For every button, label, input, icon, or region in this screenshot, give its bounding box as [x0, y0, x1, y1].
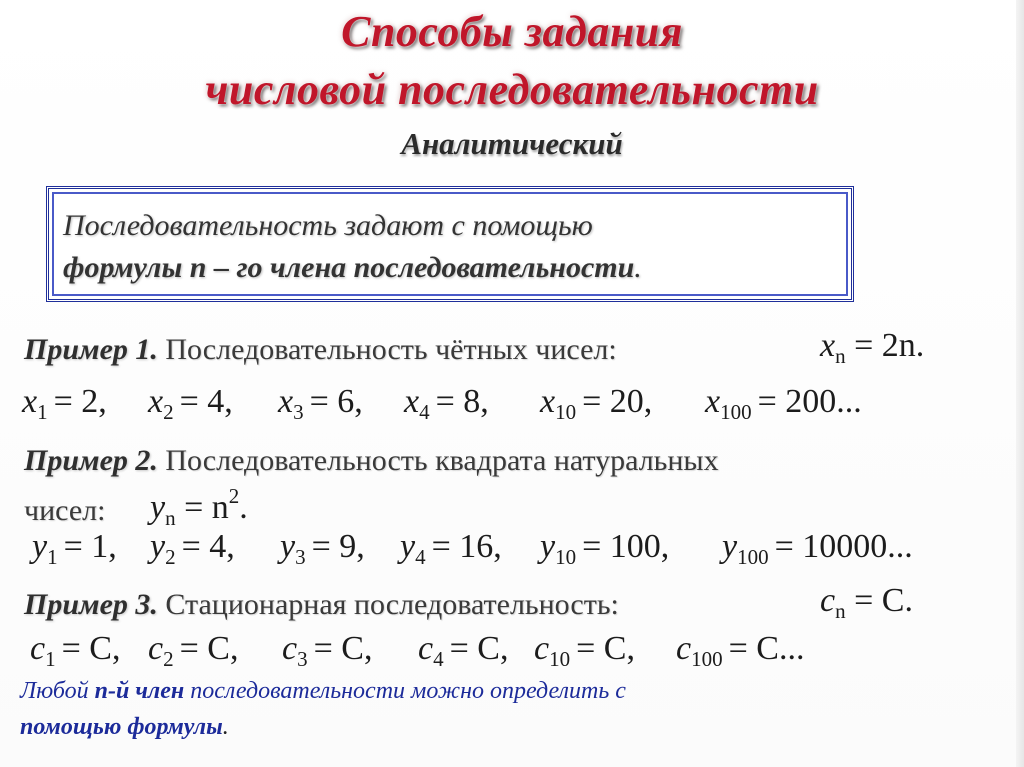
term-value: = C, — [179, 630, 239, 667]
term-variable: x — [278, 383, 294, 420]
example-1-formula-var: x — [820, 327, 836, 364]
term-index: 4 — [419, 400, 430, 424]
sequence-term — [32, 528, 117, 570]
term-value: = 2, — [53, 383, 107, 420]
term-variable: c — [676, 630, 692, 667]
sequence-term — [280, 528, 365, 570]
example-3-formula-var: c — [820, 582, 836, 619]
slide-title-line-1: Способы задания — [341, 7, 683, 56]
term-index: 3 — [293, 400, 304, 424]
term-index: 2 — [165, 545, 176, 569]
example-2-formula-end: . — [239, 489, 248, 526]
example-1-formula-sub: n — [835, 344, 846, 368]
page-edge — [1016, 0, 1024, 767]
term-variable: y — [722, 528, 738, 565]
term-variable: x — [540, 383, 556, 420]
sequence-term — [282, 630, 372, 672]
term-index: 10 — [555, 545, 577, 569]
conclusion-line-1 — [20, 678, 626, 705]
term-variable: x — [404, 383, 420, 420]
term-value: = 1, — [63, 528, 117, 565]
term-index: 100 — [691, 647, 723, 671]
example-2-label: Пример 2. — [24, 444, 158, 477]
conclusion-part-1: Любой — [20, 678, 95, 704]
sequence-term — [540, 528, 669, 570]
sequence-term — [278, 383, 363, 425]
sequence-term — [148, 630, 238, 672]
example-1-text: Последовательность чётных чисел: — [165, 333, 617, 366]
term-value: = C... — [728, 630, 805, 667]
sequence-term — [418, 630, 508, 672]
term-value: = 4, — [181, 528, 235, 565]
example-2-formula-sub: n — [165, 506, 176, 530]
example-2-formula-sup: 2 — [228, 484, 240, 508]
term-variable: y — [32, 528, 48, 565]
example-1-formula — [820, 327, 924, 369]
term-value: = 8, — [435, 383, 489, 420]
term-index: 2 — [163, 400, 174, 424]
example-1-heading — [24, 333, 617, 367]
conclusion-line-2-text: помощью формулы — [20, 714, 223, 740]
example-3-label: Пример 3. — [24, 588, 158, 621]
conclusion-bold: n-й член — [94, 678, 185, 704]
term-variable: y — [150, 528, 166, 565]
term-variable: c — [534, 630, 550, 667]
term-variable: y — [540, 528, 556, 565]
example-3-text: Стационарная последовательность: — [165, 588, 619, 621]
term-value: = 4, — [179, 383, 233, 420]
definition-line-2 — [63, 251, 642, 285]
term-value: = 9, — [311, 528, 365, 565]
example-3-heading — [24, 588, 619, 622]
example-2-formula-var: y — [150, 489, 166, 526]
term-index: 3 — [297, 647, 308, 671]
term-index: 4 — [415, 545, 426, 569]
term-variable: c — [30, 630, 46, 667]
term-value: = C, — [576, 630, 635, 667]
example-3-formula-rhs: = C. — [854, 582, 913, 619]
term-variable: x — [148, 383, 164, 420]
term-value: = C, — [313, 630, 373, 667]
sequence-term — [22, 383, 107, 425]
term-index: 2 — [163, 647, 174, 671]
conclusion-line-2 — [20, 714, 229, 741]
definition-line-2-end: . — [634, 251, 642, 284]
term-index: 4 — [433, 647, 444, 671]
example-3-formula-sub: n — [835, 599, 846, 623]
term-variable: x — [22, 383, 38, 420]
sequence-term — [30, 630, 120, 672]
example-2-formula-rhs: = n — [184, 489, 229, 526]
slide-subtitle: Аналитический — [401, 126, 623, 161]
example-2-heading — [24, 444, 719, 478]
term-index: 10 — [555, 400, 577, 424]
slide-title-line-2: числовой последовательности — [205, 65, 819, 114]
definition-line-1: Последовательность задают с помощью — [63, 209, 593, 242]
definition-line-2-text: формулы n – го члена последовательности — [63, 251, 635, 284]
example-2-text-2: чисел: — [24, 494, 106, 527]
sequence-term — [150, 528, 235, 570]
definition-box — [46, 186, 854, 302]
term-value: = C, — [61, 630, 121, 667]
term-value: = 200... — [757, 383, 862, 420]
term-variable: c — [282, 630, 298, 667]
example-1-formula-rhs: = 2n. — [854, 327, 925, 364]
conclusion-part-2: последовательности можно определить с — [184, 678, 626, 704]
term-value: = 6, — [309, 383, 363, 420]
term-variable: y — [400, 528, 416, 565]
term-variable: y — [280, 528, 296, 565]
term-variable: x — [705, 383, 721, 420]
term-index: 1 — [47, 545, 58, 569]
term-index: 100 — [737, 545, 769, 569]
example-3-formula — [820, 582, 913, 624]
sequence-term — [400, 528, 502, 570]
sequence-term — [540, 383, 652, 425]
sequence-term — [722, 528, 913, 570]
term-index: 10 — [549, 647, 571, 671]
term-index: 100 — [720, 400, 752, 424]
sequence-term — [148, 383, 233, 425]
conclusion-line-2-end: . — [222, 714, 229, 740]
term-value: = C, — [449, 630, 509, 667]
sequence-term — [404, 383, 489, 425]
term-value: = 16, — [431, 528, 502, 565]
example-1-label: Пример 1. — [24, 333, 158, 366]
term-value: = 10000... — [774, 528, 913, 565]
term-value: = 20, — [582, 383, 653, 420]
term-index: 1 — [37, 400, 48, 424]
example-2-formula — [150, 484, 248, 531]
term-index: 3 — [295, 545, 306, 569]
term-variable: c — [148, 630, 164, 667]
term-variable: c — [418, 630, 434, 667]
term-index: 1 — [45, 647, 56, 671]
sequence-term — [676, 630, 804, 672]
sequence-term — [534, 630, 635, 672]
sequence-term — [705, 383, 862, 425]
example-2-text: Последовательность квадрата натуральных — [165, 444, 719, 477]
term-value: = 100, — [582, 528, 670, 565]
